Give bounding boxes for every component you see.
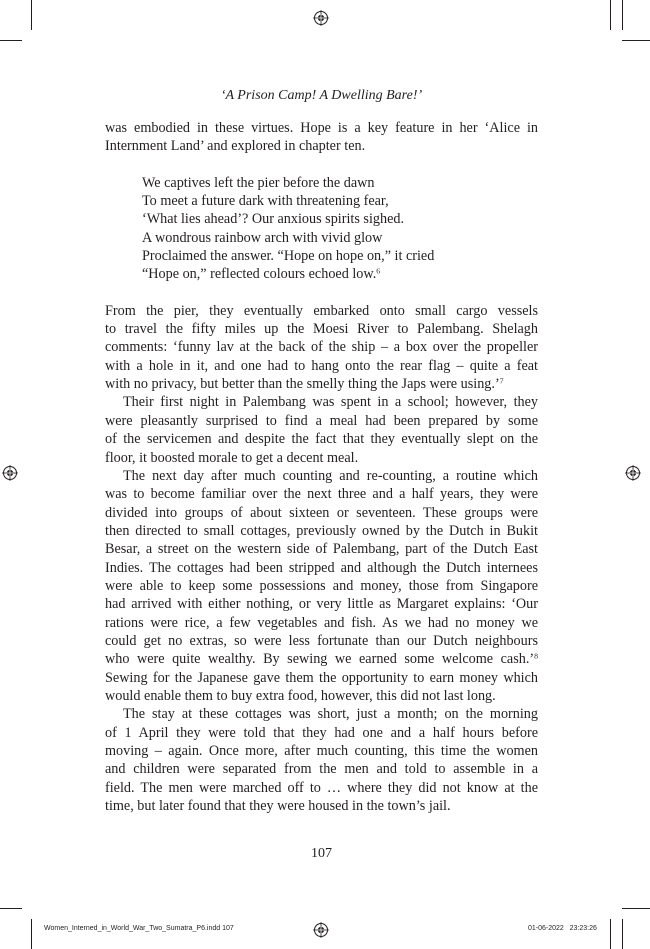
verse-line: We captives left the pier before the dawn [142,174,375,191]
verse-line-with-note [142,265,538,283]
text-line: divided into groups of about sixteen or seventeen. These groups were [105,504,538,521]
slug-filename: Women_Interned_in_World_War_Two_Sumatra_P6.indd 107 [44,925,234,932]
text-line: field. The men were marched off to … where they did not know at the [105,779,538,796]
text-line: The next day after much counting and re-counting, a routine which [123,467,538,484]
text-line: were pleasantly surprised to find a meal had been prepared by some [105,412,538,429]
footnote-ref-8: 8 [534,652,538,661]
text-line: comments: ‘funny lav at the back of the ship – a box over the propeller [105,339,538,356]
page-body [105,119,538,815]
crop-mark-bottom-left-vertical [31,919,32,949]
text-line: Their first night in Palembang was spent in a school; however, they [123,394,538,411]
poem-excerpt [142,174,538,284]
crop-mark-top-right-vertical-b [622,0,623,30]
text-line: and children were separated from the men and told to assemble in a [105,761,538,778]
text-line: then directed to small cottages, previously owned by the Dutch in Bukit [105,522,538,539]
slug-datetime: 01-06-2022 23:23:26 [528,925,597,932]
text-line: could get no extras, so were less fortunate than our Dutch neighbours [105,632,538,649]
verse-line: A wondrous rainbow arch with vivid glow [142,229,383,246]
verse-line-text: “Hope on,” reflected colours echoed low. [142,266,377,283]
footnote-ref-7: 7 [499,376,504,386]
verse-line: ‘What lies ahead’? Our anxious spirits sighed. [142,211,405,228]
running-title: ‘A Prison Camp! A Dwelling Bare!’ [220,88,423,103]
text-line: Besar, a street on the western side of Palembang, part of the Dutch East [105,541,538,558]
crop-mark-top-right-vertical-a [610,0,611,30]
text-line: of 1 April they were told that they had one and a half hours before [105,724,538,741]
text-line: From the pier, they eventually embarked onto small cargo vessels [105,302,538,319]
crop-mark-bottom-left-horizontal [0,908,22,909]
crop-mark-top-left-horizontal [0,40,22,41]
paragraph-first-night [105,393,538,466]
text-line: was to become familiar over the next three and a half years, they were [105,486,538,503]
footnote-ref-6: 6 [376,267,381,277]
text-line-with-note [105,650,538,668]
text-line: with no privacy, but better than the smelly thing the Japs were using.’ [105,376,500,393]
paragraph-pier [105,302,538,394]
crop-mark-top-right-horizontal [622,40,650,41]
text-line: had arrived with either nothing, or very little as Margaret explains: ‘Our [105,596,538,613]
text-line: floor, it boosted morale to get a decent meal. [105,449,359,466]
text-line: rations were rice, a few vegetables and fish. As we had no money we [105,614,538,631]
registration-target-icon [625,465,641,481]
text-line: of the servicemen and despite the fact that they eventually slept on the [105,431,538,448]
text-line-with-note [105,375,538,393]
registration-target-icon [2,465,18,481]
crop-mark-top-left-vertical [31,0,32,30]
registration-target-icon [313,922,329,938]
crop-mark-bottom-right-vertical-a [610,919,611,949]
text-line: was embodied in these virtues. Hope is a key feature in her ‘Alice in [105,120,538,136]
text-line: were able to keep some possessions and money, those from Singapore [105,577,538,594]
verse-line: To meet a future dark with threatening fear, [142,193,389,210]
text-line: Internment Land’ and explored in chapter ten. [105,138,366,155]
text-line: time, but later found that they were housed in the town’s jail. [105,798,451,815]
paragraph-continued [105,119,538,156]
text-line: moving – again. Once more, after much counting, this time the women [105,743,538,759]
paragraph-next-day [105,467,538,705]
paragraph-cottages-stay [105,705,538,815]
text-line: with a hole in it, and one had to hang onto the rear flag – quite a feat [105,357,538,374]
text-line: Sewing for the Japanese gave them the opportunity to earn money which [105,669,538,686]
crop-mark-bottom-right-vertical-b [622,919,623,949]
crop-mark-bottom-right-horizontal [622,908,650,909]
text-line: to travel the fifty miles up the Moesi River to Palembang. Shelagh [105,321,538,338]
page-number: 107 [311,846,332,861]
registration-target-icon [313,10,329,26]
text-line: Indies. The cottages had been stripped and although the Dutch internees [105,559,538,576]
text-line: who were quite wealthy. By sewing we earned some welcome cash.’ [105,651,535,668]
text-line: The stay at these cottages was short, just a month; on the morning [123,706,538,723]
text-line: would enable them to buy extra food, however, this did not last long. [105,687,496,704]
verse-line: Proclaimed the answer. “Hope on hope on,” it cried [142,248,435,265]
